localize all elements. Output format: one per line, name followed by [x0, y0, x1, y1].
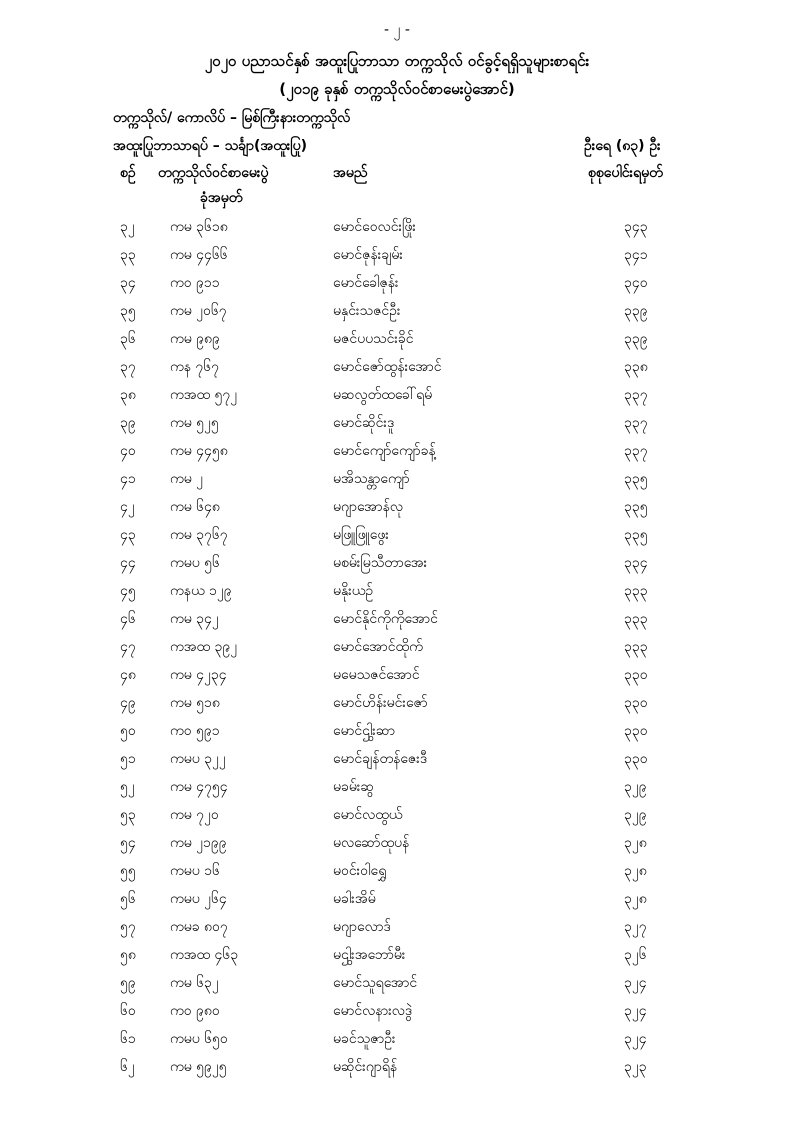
total-marks: ၃၃၉ [624, 303, 648, 319]
roll-number: ကမ ၃၇၆၇ [170, 527, 228, 543]
row-number: ၄၉ [120, 695, 136, 711]
table-row [0, 831, 794, 859]
total-marks: ၃၂၇ [624, 919, 647, 935]
roll-number: ကမ ၄၄၆၆ [170, 247, 228, 263]
total-marks: ၃၂၉ [624, 779, 647, 795]
roll-number: ကမ ၆၄၈ [170, 499, 220, 515]
student-name: မောင်ဆိုင်းဒူ [333, 415, 395, 431]
student-name: မဖြူဖြူဖွေး [333, 527, 389, 543]
table-row [0, 551, 794, 579]
student-name: မောင်ဇုန်းချမ်း [333, 247, 403, 263]
student-name: မခါးအိမ် [333, 891, 376, 907]
table-row [0, 607, 794, 635]
header-roll: တက္ကသိုလ်ဝင်စာမေးပွဲ [158, 165, 269, 181]
table-row [0, 859, 794, 887]
table-row [0, 635, 794, 663]
row-number: ၃၉ [120, 415, 136, 431]
student-name: မောင်ဝေလင်းဖြိုး [333, 219, 416, 235]
table-row [0, 215, 794, 243]
table-row [0, 999, 794, 1027]
header-marks: စုစုပေါင်းရမှတ် [588, 165, 663, 181]
roll-number: ကမ ၄၂၃၄ [170, 667, 227, 683]
table-row [0, 915, 794, 943]
total-marks: ၃၃၅ [624, 499, 648, 515]
roll-number: ကမပ ၁၆ [170, 863, 220, 879]
student-name: မနိုးယဉ် [333, 583, 374, 599]
row-number: ၃၇ [120, 359, 136, 375]
student-name: မောင်လထွယ် [333, 807, 403, 823]
roll-number: ကဝ ၉၈၀ [170, 1003, 220, 1019]
roll-number: ကမ ၂၁၉၉ [170, 835, 227, 851]
student-name: မောင်ချန်တန်ဇေးဒီ [333, 751, 428, 767]
student-name: မောင်လနားလဒွဲ [333, 1003, 413, 1019]
student-name: မောင်ဟိန်းမင်းဇော် [333, 695, 428, 711]
row-number: ၅၆ [120, 891, 136, 907]
header-no: စဉ် [120, 165, 136, 181]
row-number: ၅၂ [120, 779, 135, 795]
total-marks: ၃၄၃ [624, 219, 648, 235]
table-row [0, 579, 794, 607]
roll-number: ကနယ ၁၂၉ [170, 583, 232, 599]
table-row [0, 747, 794, 775]
total-marks: ၃၂၄ [624, 1003, 647, 1019]
student-name: မဆိုင်းဂျာရိန် [333, 1059, 398, 1075]
table-row [0, 327, 794, 355]
total-marks: ၃၃၉ [624, 331, 648, 347]
student-name: မဂျာလောဒ် [333, 919, 391, 935]
total-marks: ၃၃၀ [624, 751, 648, 767]
roll-number: ကမပ ၃၂၂ [170, 751, 226, 767]
total-marks: ၃၃၇ [624, 443, 648, 459]
row-number: ၅၈ [120, 947, 136, 963]
table-row [0, 495, 794, 523]
university-line: တက္ကသိုလ်/ ကောလိပ် – မြစ်ကြီးနားတက္ကသိုလ် [113, 110, 351, 126]
row-number: ၅၇ [120, 919, 136, 935]
student-name: မမေသဇင်အောင် [333, 667, 420, 683]
row-number: ၅၅ [120, 863, 136, 879]
roll-number: ကဝ ၉၁၁ [170, 275, 220, 291]
student-name: မောင်ကျော်ကျော်ခန့် [333, 443, 436, 459]
table-row [0, 467, 794, 495]
total-marks: ၃၃၇ [624, 387, 648, 403]
table-row [0, 719, 794, 747]
table-row [0, 383, 794, 411]
total-marks: ၃၂၈ [624, 863, 647, 879]
roll-number: ကမ ၂၀၆၇ [170, 303, 227, 319]
total-marks: ၃၂၄ [624, 1031, 647, 1047]
document-title: ၂၀၂၀ ပညာသင်နှစ် အထူးပြုဘာသာ တက္ကသိုလ် ဝင်ခွင့်ရရှိသူများစာရင်း [204, 52, 590, 70]
roll-number: ကမ ၅၁၈ [170, 695, 220, 711]
table-row [0, 271, 794, 299]
roll-number: ကန ၇၆၇ [170, 359, 220, 375]
student-name: မဌွါးအဘော်မီး [333, 947, 406, 963]
total-marks: ၃၃၅ [624, 471, 648, 487]
table-row [0, 299, 794, 327]
total-marks: ၃၃၈ [624, 359, 648, 375]
row-number: ၅၉ [120, 975, 136, 991]
header-name: အမည် [333, 165, 368, 181]
roll-number: ကမ ၃၄၂ [170, 611, 219, 627]
roll-number: ကမ ၉၈၉ [170, 331, 220, 347]
student-name: မခင်သူဇာဦး [333, 1031, 396, 1047]
total-marks: ၃၂၈ [624, 891, 647, 907]
row-number: ၄၇ [120, 639, 136, 655]
roll-number: ကမခ ၈၀၇ [170, 919, 228, 935]
row-number: ၆၂ [120, 1059, 135, 1075]
row-number: ၃၃ [120, 247, 136, 263]
roll-number: ကမ ၂ [170, 471, 204, 487]
row-number: ၄၆ [120, 611, 136, 627]
header-roll-2: ခုံအမှတ် [200, 190, 243, 206]
row-number: ၆၁ [120, 1031, 136, 1047]
roll-number: ကမ ၄၇၅၄ [170, 779, 228, 795]
roll-number: ကဝ ၅၉၁ [170, 723, 220, 739]
row-number: ၃၆ [120, 331, 136, 347]
student-name: မစမ်းမြသီတာအေး [333, 555, 428, 571]
row-number: ၃၅ [120, 303, 136, 319]
roll-number: ကမပ ၂၆၄ [170, 891, 227, 907]
total-marks: ၃၂၉ [624, 807, 647, 823]
total-marks: ၃၃၃ [624, 639, 648, 655]
roll-number: ကအထ ၄၆၃ [170, 947, 239, 963]
row-number: ၄၂ [120, 499, 135, 515]
roll-number: ကမ ၅၉၂၅ [170, 1059, 227, 1075]
row-number: ၄၁ [120, 471, 136, 487]
row-number: ၄၃ [120, 527, 136, 543]
page-number: - ၂ - [384, 22, 410, 38]
table-row [0, 523, 794, 551]
row-number: ၃၈ [120, 387, 136, 403]
subject-line: အထူးပြုဘာသာရပ် – သင်္ချာ(အထူးပြု) [113, 138, 308, 154]
total-marks: ၃၂၄ [624, 975, 647, 991]
table-row [0, 775, 794, 803]
student-name: မောင်ခေါဇုန်း [333, 275, 399, 291]
table-row [0, 243, 794, 271]
table-row [0, 971, 794, 999]
total-marks: ၃၃၃ [624, 611, 648, 627]
total-marks: ၃၃၃ [624, 583, 648, 599]
table-row [0, 1027, 794, 1055]
row-number: ၃၄ [120, 275, 136, 291]
total-marks: ၃၃၄ [624, 555, 648, 571]
row-number: ၄၀ [120, 443, 136, 459]
row-number: ၄၈ [120, 667, 136, 683]
table-row [0, 355, 794, 383]
table-row [0, 1055, 794, 1083]
roll-number: ကမပ ၅၆ [170, 555, 220, 571]
total-marks: ၃၂၆ [624, 947, 647, 963]
student-name: မောင်ဇော်ထွန်းအောင် [333, 359, 442, 375]
results-table [0, 215, 794, 1083]
table-row [0, 691, 794, 719]
roll-number: ကမ ၄၄၅၈ [170, 443, 228, 459]
table-row [0, 411, 794, 439]
student-name: မခမ်းဆွ [333, 779, 374, 795]
student-name: မနှင်းသဇင်ဦး [333, 303, 401, 319]
row-number: ၄၄ [120, 555, 136, 571]
roll-number: ကအထ ၅၇၂ [170, 387, 238, 403]
table-row [0, 803, 794, 831]
table-row [0, 663, 794, 691]
total-marks: ၃၃၀ [624, 667, 648, 683]
student-name: မောင်အောင်ထိုက် [333, 639, 423, 655]
total-marks: ၃၂၈ [624, 835, 647, 851]
row-number: ၃၂ [120, 219, 135, 235]
roll-number: ကအထ ၃၉၂ [170, 639, 238, 655]
student-name: မဂျာအောန်လု [333, 499, 403, 515]
row-number: ၆၀ [120, 1003, 136, 1019]
student-name: မလဆော်ထုပန် [333, 835, 410, 851]
total-marks: ၃၄၁ [624, 247, 648, 263]
row-number: ၅၁ [120, 751, 136, 767]
row-number: ၅၀ [120, 723, 136, 739]
roll-number: ကမ ၃၆၁၈ [170, 219, 228, 235]
student-name: မဝင်းဝါရွှေ [333, 863, 387, 879]
roll-number: ကမပ ၆၅၀ [170, 1031, 228, 1047]
roll-number: ကမ ၇၂၀ [170, 807, 219, 823]
row-number: ၅၃ [120, 807, 136, 823]
total-marks: ၃၃၀ [624, 695, 648, 711]
student-name: မဇင်ပပသင်းခိုင် [333, 331, 414, 347]
total-marks: ၃၃၅ [624, 527, 648, 543]
row-number: ၅၄ [120, 835, 136, 851]
student-name: မောင်ဌွါးဆာ [333, 723, 396, 739]
total-marks: ၃၄၀ [624, 275, 648, 291]
total-count: ဦးရေ (၈၃) ဦး [584, 138, 661, 154]
table-row [0, 943, 794, 971]
student-name: မောင်နိုင်ကိုကိုအောင် [333, 611, 438, 627]
student-name: မောင်သူရအောင် [333, 975, 418, 991]
student-name: မဆလွတ်ထခေါ်ရမ် [333, 387, 433, 403]
student-name: မအိသန္တာကျော် [333, 471, 410, 487]
document-subtitle: (၂၀၁၉ ခုနှစ် တက္ကသိုလ်ဝင်စာမေးပွဲအောင်) [279, 80, 515, 98]
table-row [0, 439, 794, 467]
roll-number: ကမ ၅၂၅ [170, 415, 219, 431]
total-marks: ၃၂၃ [624, 1059, 647, 1075]
row-number: ၄၅ [120, 583, 136, 599]
table-row [0, 887, 794, 915]
total-marks: ၃၃၀ [624, 723, 648, 739]
total-marks: ၃၃၇ [624, 415, 648, 431]
roll-number: ကမ ၆၃၂ [170, 975, 219, 991]
